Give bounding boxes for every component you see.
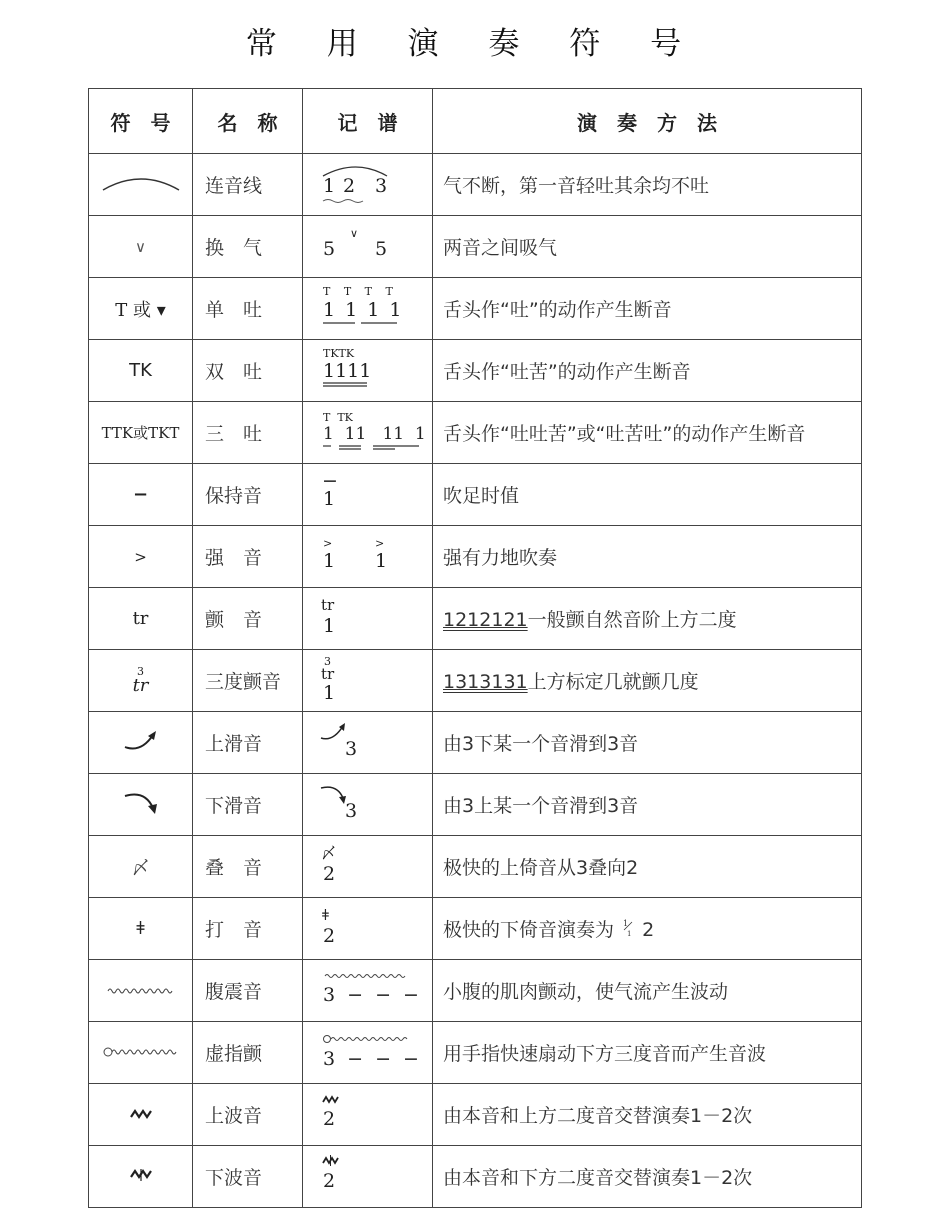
table-row [89, 1022, 862, 1084]
notation-cell: 5 ∨ 5 [303, 216, 433, 278]
notation-cell: T TK 1 11 11 1 [303, 402, 433, 464]
symbol-cell [89, 154, 193, 216]
name-cell: 打 音 [193, 898, 303, 960]
method-cell: 用手指快速扇动下方三度音而产生音波 [433, 1022, 862, 1084]
symbol-cell [89, 1146, 193, 1208]
header-symbol: 符 号 [89, 89, 193, 154]
symbol-cell [89, 464, 193, 526]
table-row [89, 898, 862, 960]
symbols-table [88, 88, 862, 1208]
upper-mordent-icon [130, 1104, 152, 1125]
name-cell: 虚指颤 [193, 1022, 303, 1084]
name-cell: 保持音 [193, 464, 303, 526]
name-cell: 上波音 [193, 1084, 303, 1146]
symbol-cell [89, 960, 193, 1022]
symbol-cell [89, 402, 193, 464]
name-cell: 上滑音 [193, 712, 303, 774]
table-row [89, 1146, 862, 1208]
symbol-cell [89, 1084, 193, 1146]
notation-cell: 2 [303, 1084, 433, 1146]
page-title: 常 用 演 奏 符 号 [245, 26, 702, 62]
notation-cell: 3 [303, 712, 433, 774]
table-row [89, 464, 862, 526]
header-name: 名 称 [193, 89, 303, 154]
symbol-cell [89, 216, 193, 278]
symbol-cell [89, 526, 193, 588]
notation-cell: TKTK 1111 [303, 340, 433, 402]
trill-icon: tr [132, 608, 149, 630]
symbol-cell [89, 588, 193, 650]
notation-cell: 〆 2 [303, 836, 433, 898]
method-cell: 极快的下倚音演奏为 1 1 2 [433, 898, 862, 960]
fold-icon: 〆 [131, 857, 150, 879]
name-cell: 连音线 [193, 154, 303, 216]
notation-cell: 3 − − − [303, 960, 433, 1022]
table-row [89, 836, 862, 898]
symbol-cell [89, 1022, 193, 1084]
header-method: 演 奏 方 法 [433, 89, 862, 154]
method-cell: 由3下某一个音滑到3音 [433, 712, 862, 774]
double-tongue-icon: TK [129, 360, 152, 382]
method-cell: 小腹的肌肉颤动，使气流产生波动 [433, 960, 862, 1022]
table-header-row [89, 89, 862, 154]
table-row [89, 960, 862, 1022]
glide-down-icon [121, 788, 161, 821]
table-row [89, 154, 862, 216]
table-row [89, 402, 862, 464]
method-cell: 由本音和上方二度音交替演奏1－2次 [433, 1084, 862, 1146]
notation-cell: 2 [303, 1146, 433, 1208]
notation-cell: 1 2 3 [303, 154, 433, 216]
table-row [89, 216, 862, 278]
table-row [89, 650, 862, 712]
triple-tongue-icon: TTK或TKT [101, 424, 180, 442]
name-cell: 下滑音 [193, 774, 303, 836]
notation-cell: 3 tr 1 [303, 650, 433, 712]
method-cell: 极快的上倚音从3叠向2 [433, 836, 862, 898]
symbol-cell [89, 278, 193, 340]
table-row [89, 1084, 862, 1146]
name-cell: 叠 音 [193, 836, 303, 898]
header-notation: 记 谱 [303, 89, 433, 154]
name-cell: 下波音 [193, 1146, 303, 1208]
table-row [89, 278, 862, 340]
method-cell: 1313131上方标定几就颤几度 [433, 650, 862, 712]
method-cell: 由本音和下方二度音交替演奏1－2次 [433, 1146, 862, 1208]
notation-cell: − 1 [303, 464, 433, 526]
svg-text:1: 1 [623, 919, 629, 928]
symbol-cell [89, 340, 193, 402]
method-cell: 吹足时值 [433, 464, 862, 526]
finger-vibrato-icon [103, 1042, 179, 1063]
method-cell: 舌头作“吐”的动作产生断音 [433, 278, 862, 340]
method-cell: 强有力地吹奏 [433, 526, 862, 588]
symbol-cell [89, 712, 193, 774]
method-cell: 舌头作“吐吐苦”或“吐苦吐”的动作产生断音 [433, 402, 862, 464]
method-cell: 舌头作“吐苦”的动作产生断音 [433, 340, 862, 402]
svg-text:1: 1 [627, 930, 632, 938]
slur-arc-icon [101, 172, 181, 197]
breath-mark-icon: ∨ [135, 238, 146, 256]
method-cell: 1212121一般颤自然音阶上方二度 [433, 588, 862, 650]
single-tongue-icon: T 或 ▾ [115, 299, 166, 321]
name-cell: 单 吐 [193, 278, 303, 340]
third-trill-icon: 3 tr [132, 665, 149, 696]
name-cell: 腹震音 [193, 960, 303, 1022]
name-cell: 换 气 [193, 216, 303, 278]
symbol-cell [89, 774, 193, 836]
symbol-cell [89, 836, 193, 898]
notation-cell: ǂ 2 [303, 898, 433, 960]
name-cell: 三度颤音 [193, 650, 303, 712]
tenuto-icon: − [132, 484, 149, 506]
glide-up-icon [121, 727, 161, 758]
method-cell: 气不断，第一音轻吐其余均不吐 [433, 154, 862, 216]
strike-icon: ǂ [136, 918, 145, 940]
table-row [89, 712, 862, 774]
table-row [89, 340, 862, 402]
table-row [89, 774, 862, 836]
name-cell: 强 音 [193, 526, 303, 588]
notation-cell: T T T T 1 1 1 1 [303, 278, 433, 340]
name-cell: 双 吐 [193, 340, 303, 402]
lower-mordent-icon [130, 1166, 152, 1187]
symbol-cell [89, 650, 193, 712]
notation-cell: 3 [303, 774, 433, 836]
name-cell: 颤 音 [193, 588, 303, 650]
notation-cell: > 1 > 1 [303, 526, 433, 588]
accent-icon: > [134, 548, 147, 566]
notation-cell: tr 1 [303, 588, 433, 650]
table-row [89, 526, 862, 588]
method-cell: 两音之间吸气 [433, 216, 862, 278]
symbol-cell [89, 898, 193, 960]
small-grace-note-icon [622, 918, 634, 938]
method-cell: 由3上某一个音滑到3音 [433, 774, 862, 836]
belly-vibrato-icon [106, 980, 176, 1001]
table-row [89, 588, 862, 650]
notation-cell: 3 − − − [303, 1022, 433, 1084]
name-cell: 三 吐 [193, 402, 303, 464]
